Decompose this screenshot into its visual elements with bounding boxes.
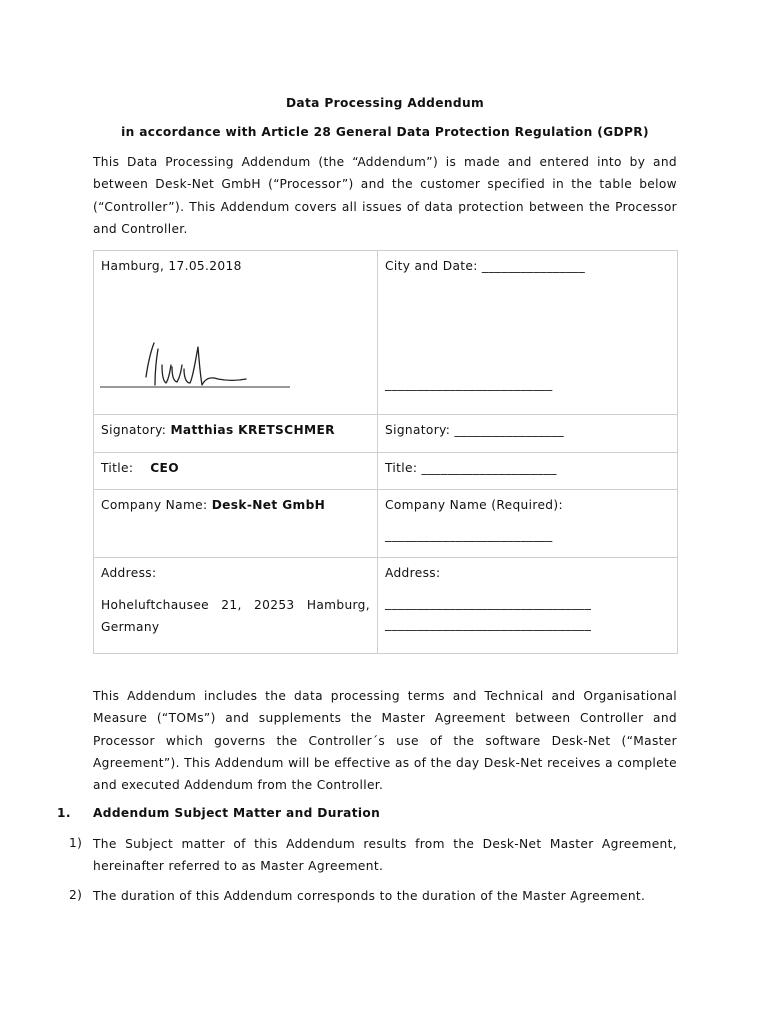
address-row <box>94 558 678 654</box>
section-heading: Addendum Subject Matter and Duration <box>93 806 381 820</box>
controller-company-label: Company Name (Required): <box>385 498 563 512</box>
list-item-text: The Subject matter of this Addendum results from the Desk-Net Master Agreement, hereinafter referred to as Master Agreement. <box>93 837 677 874</box>
processor-title-label: Title: <box>101 461 134 475</box>
processor-address-label: Address: <box>101 566 157 580</box>
processor-address-cell <box>94 558 378 654</box>
processor-signatory-name: Matthias KRETSCHMER <box>170 423 335 437</box>
controller-address-cell <box>378 558 678 654</box>
processor-company-value: Desk-Net GmbH <box>211 498 326 512</box>
signatory-row <box>94 415 678 453</box>
controller-address-blank2: ________________________________ <box>385 617 592 631</box>
signature-row <box>94 251 678 415</box>
processor-title-value: CEO <box>150 461 179 475</box>
controller-title: Title: _____________________ <box>385 461 557 475</box>
controller-signature-cell <box>378 251 678 415</box>
processor-signatory-cell <box>94 415 378 453</box>
list-item-number: 2) <box>69 888 83 902</box>
list-item-number: 1) <box>69 836 83 850</box>
processor-address-line1: Hoheluftchausee 21, 20253 Hamburg, <box>101 598 370 612</box>
section-number: 1. <box>57 806 71 820</box>
title-row <box>94 453 678 490</box>
controller-signature-blank: __________________________ <box>385 377 553 391</box>
processor-company-label: Company Name: <box>101 498 212 512</box>
controller-company-cell <box>378 490 678 558</box>
processor-company-cell <box>94 490 378 558</box>
controller-signatory-cell <box>378 415 678 453</box>
handwritten-signature <box>100 339 300 399</box>
controller-signatory: Signatory: _________________ <box>385 423 564 437</box>
company-row <box>94 490 678 558</box>
processor-signatory-label: Signatory: <box>101 423 171 437</box>
controller-place-date: City and Date: ________________ <box>385 259 586 273</box>
processor-signature-cell <box>94 251 378 415</box>
controller-title-cell <box>378 453 678 490</box>
processor-address-line2: Germany <box>101 620 160 634</box>
controller-company-blank: __________________________ <box>385 528 553 542</box>
intro-paragraph: This Data Processing Addendum (the “Addendum”) is made and entered into by and between Desk-Net GmbH (“Processor”) and the customer specified in the table below (“Controller”). This Addendum covers all issues of data protection between the Processor and Controller. <box>93 155 677 236</box>
document-subtitle: in accordance with Article 28 General Data Protection Regulation (GDPR) <box>121 125 649 139</box>
controller-address-blank1: ________________________________ <box>385 596 592 610</box>
addendum-scope-paragraph: This Addendum includes the data processing terms and Technical and Organisational Measure (“TOMs”) and supplements the Master Agreement between Controller and Processor which governs the Controller´s use of the software Desk-Net (“Master Agreement”). This Addendum will be effective as of the day Desk-Net receives a complete and executed Addendum from the Controller. <box>93 689 677 793</box>
signature-table <box>93 250 678 654</box>
processor-place-date: Hamburg, 17.05.2018 <box>101 259 242 273</box>
controller-address-label: Address: <box>385 566 441 580</box>
processor-title-cell <box>94 453 378 490</box>
list-item-text: The duration of this Addendum corresponds to the duration of the Master Agreement. <box>93 889 646 903</box>
document-title: Data Processing Addendum <box>285 96 485 110</box>
